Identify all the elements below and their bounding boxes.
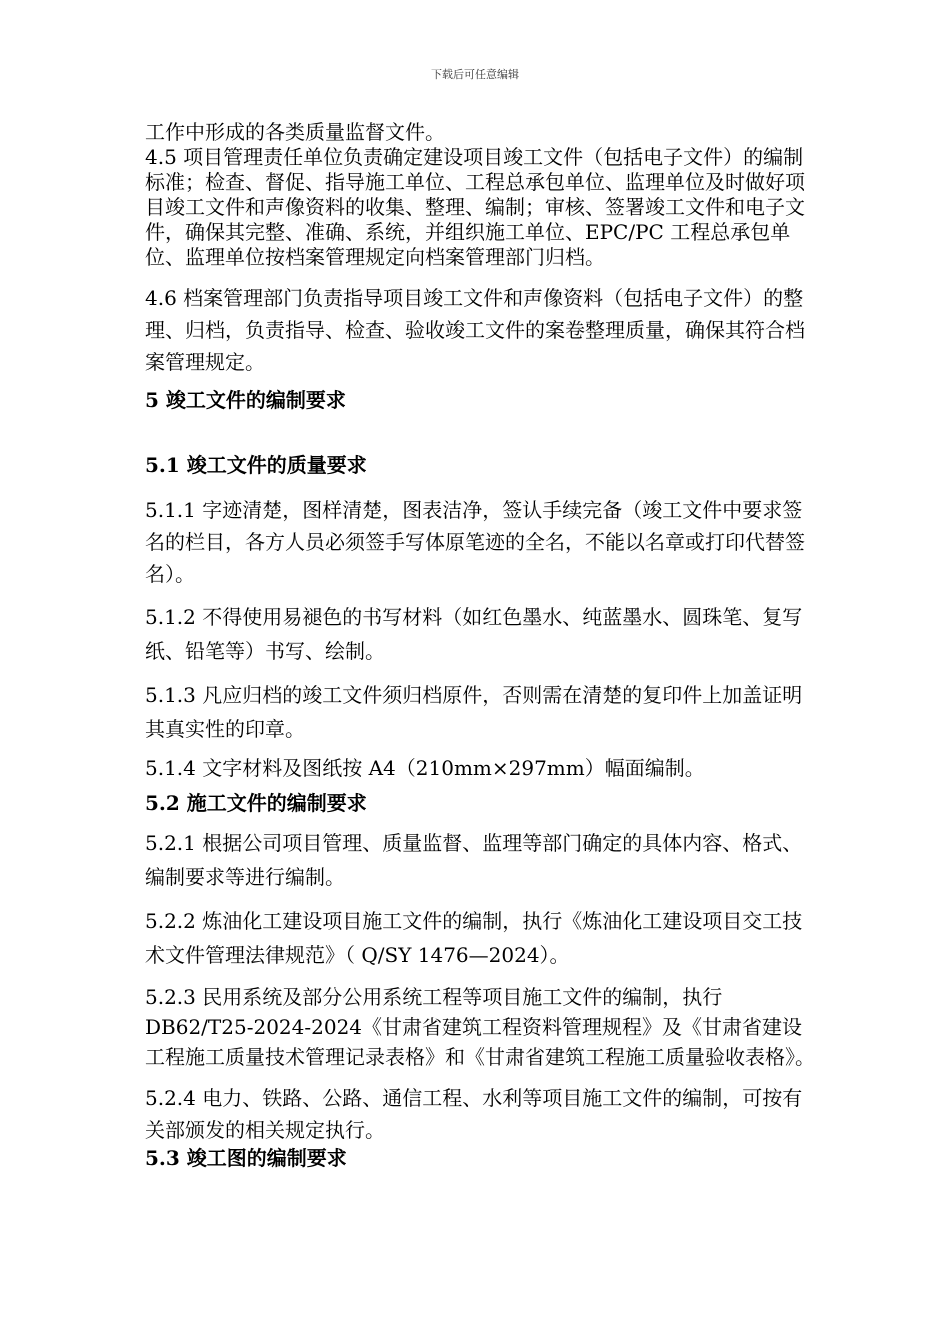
paragraph-5-1-4: 5.1.4 文字材料及图纸按 A4（210mm×297mm）幅面编制。 [145, 756, 705, 780]
paragraph-continuation: 工作中形成的各类质量监督文件。 [145, 120, 445, 144]
paragraph-5-2-1: 5.2.1 根据公司项目管理、质量监督、监理等部门确定的具体内容、格式、编制要求等进行编制。 [145, 831, 803, 889]
paragraph-5-1-3: 5.1.3 凡应归档的竣工文件须归档原件，否则需在清楚的复印件上加盖证明其真实性的印章。 [145, 683, 803, 741]
paragraph-4-5: 4.5 项目管理责任单位负责确定建设项目竣工文件（包括电子文件）的编制标准；检查、督促、指导施工单位、工程总承包单位、监理单位及时做好项目竣工文件和声像资料的收集、整理、编制；审核、签署竣工文件和电子文件，确保其完整、准确、系统，并组织施工单位、EPC/PC 工程总承包单位、监理单位按档案管理规定向档案管理部门归档。 [145, 145, 805, 269]
heading-5-2: 5.2 施工文件的编制要求 [145, 791, 367, 815]
heading-5: 5 竣工文件的编制要求 [145, 388, 346, 412]
document-body [145, 120, 815, 1171]
paragraph-5-2-3: 5.2.3 民用系统及部分公用系统工程等项目施工文件的编制，执行 DB62/T25-2024-2024《甘肃省建筑工程资料管理规程》及《甘肃省建设工程施工质量技术管理记录表格》和《甘肃省建筑工程施工质量验收表格》。 [145, 985, 815, 1069]
heading-5-3: 5.3 竣工图的编制要求 [145, 1146, 347, 1170]
paragraph-5-1-1: 5.1.1 字迹清楚，图样清楚，图表洁净，签认手续完备（竣工文件中要求签名的栏目，各方人员必须签手写体原笔迹的全名，不能以名章或打印代替签名）。 [145, 498, 805, 586]
paragraph-5-2-4: 5.2.4 电力、铁路、公路、通信工程、水利等项目施工文件的编制，可按有关部颁发的相关规定执行。 [145, 1086, 803, 1142]
paragraph-5-1-2: 5.1.2 不得使用易褪色的书写材料（如红色墨水、纯蓝墨水、圆珠笔、复写纸、铅笔等）书写、绘制。 [145, 605, 803, 663]
paragraph-4-6: 4.6 档案管理部门负责指导项目竣工文件和声像资料（包括电子文件）的整理、归档，负责指导、检查、验收竣工文件的案卷整理质量，确保其符合档案管理规定。 [145, 286, 805, 374]
page-header: 下载后可任意编辑 [431, 68, 519, 81]
paragraph-5-2-2: 5.2.2 炼油化工建设项目施工文件的编制，执行《炼油化工建设项目交工技术文件管理法律规范》（ Q/SY 1476—2024）。 [145, 909, 803, 967]
heading-5-1: 5.1 竣工文件的质量要求 [145, 453, 367, 477]
